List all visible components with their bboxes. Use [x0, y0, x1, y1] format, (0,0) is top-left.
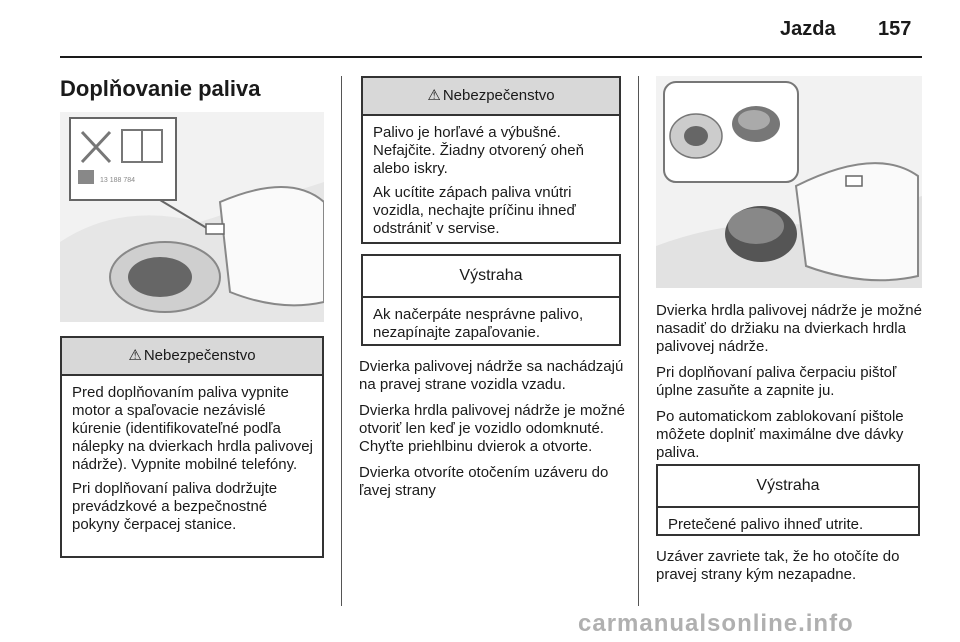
danger-box-left-heading: [62, 338, 322, 376]
middle-body-text: [359, 358, 625, 508]
body-paragraph: Pri doplňovaní paliva čerpaciu pištoľ úplne zasuňte a zapnite ju.: [656, 364, 897, 399]
danger-box-left: [60, 336, 324, 558]
danger-box-middle-heading: [363, 78, 619, 116]
body-paragraph: Po automatickom zablokovaní pištole môžete doplniť maximálne dve dávky paliva.: [656, 408, 904, 461]
fuel-door-sticker-illustration: [60, 112, 324, 322]
danger-middle-paragraph: Ak ucítite zápach paliva vnútri vozidla, nechajte príčinu ihneď odstrániť v servise.: [373, 184, 576, 237]
running-header-title: Jazda: [780, 18, 836, 40]
sticker-code: 13 188 784: [100, 177, 136, 184]
danger-heading-text: Nebezpečenstvo: [442, 87, 555, 104]
watermark: carmanualsonline.info: [578, 610, 854, 637]
body-paragraph: Dvierka hrdla palivovej nádrže je možné nasadiť do držiaku na dvierkach hrdla palivovej nádrže.: [656, 302, 922, 355]
danger-heading-text: Nebezpečenstvo: [143, 347, 256, 364]
body-paragraph: Dvierka hrdla palivovej nádrže je možné otvoriť len keď je vozidlo odomknuté. Chyťte priehlbinu dvierok a otvorte.: [359, 402, 625, 455]
body-paragraph: Dvierka palivovej nádrže sa nachádzajú na pravej strane vozidla vzadu.: [359, 358, 624, 393]
body-paragraph: Dvierka otvoríte otočením uzáveru do ľavej strany: [359, 464, 609, 499]
right-closing-text: [656, 548, 922, 592]
caution-box-middle-heading: Výstraha: [363, 256, 619, 298]
warning-triangle-icon: ⚠: [427, 87, 441, 104]
danger-middle-paragraph: Palivo je horľavé a výbušné. Nefajčite. Žiadny otvorený oheň alebo iskry.: [373, 124, 584, 177]
danger-left-paragraph: Pred doplňovaním paliva vypnite motor a spaľovacie nezávislé kúrenie (identifikovateľné podľa nálepky na dvierkach hrdla palivovej nádrže). Vypnite mobilné telefóny.: [72, 384, 313, 473]
caution-right-paragraph: Pretečené palivo ihneď utrite.: [668, 516, 864, 533]
danger-box-middle: [361, 76, 621, 244]
section-title: Doplňovanie paliva: [60, 76, 261, 101]
body-paragraph: Uzáver zavriete tak, že ho otočíte do pravej strany kým nezapadne.: [656, 548, 900, 583]
warning-triangle-icon: ⚠: [128, 347, 142, 364]
column-divider-left: [341, 76, 342, 606]
danger-left-paragraph: Pri doplňovaní paliva dodržujte prevádzkové a bezpečnostné pokyny čerpacej stanice.: [72, 480, 278, 533]
header-rule: [60, 56, 922, 58]
fuel-cap-holder-illustration: [656, 76, 922, 288]
column-divider-right: [638, 76, 639, 606]
right-body-text: [656, 302, 922, 470]
caution-box-middle: [361, 254, 621, 346]
caution-box-right-heading: Výstraha: [658, 466, 918, 508]
page-number: 157: [878, 18, 912, 40]
caution-middle-paragraph: Ak načerpáte nesprávne palivo, nezapínajte zapaľovanie.: [373, 306, 584, 341]
caution-box-right: [656, 464, 920, 536]
